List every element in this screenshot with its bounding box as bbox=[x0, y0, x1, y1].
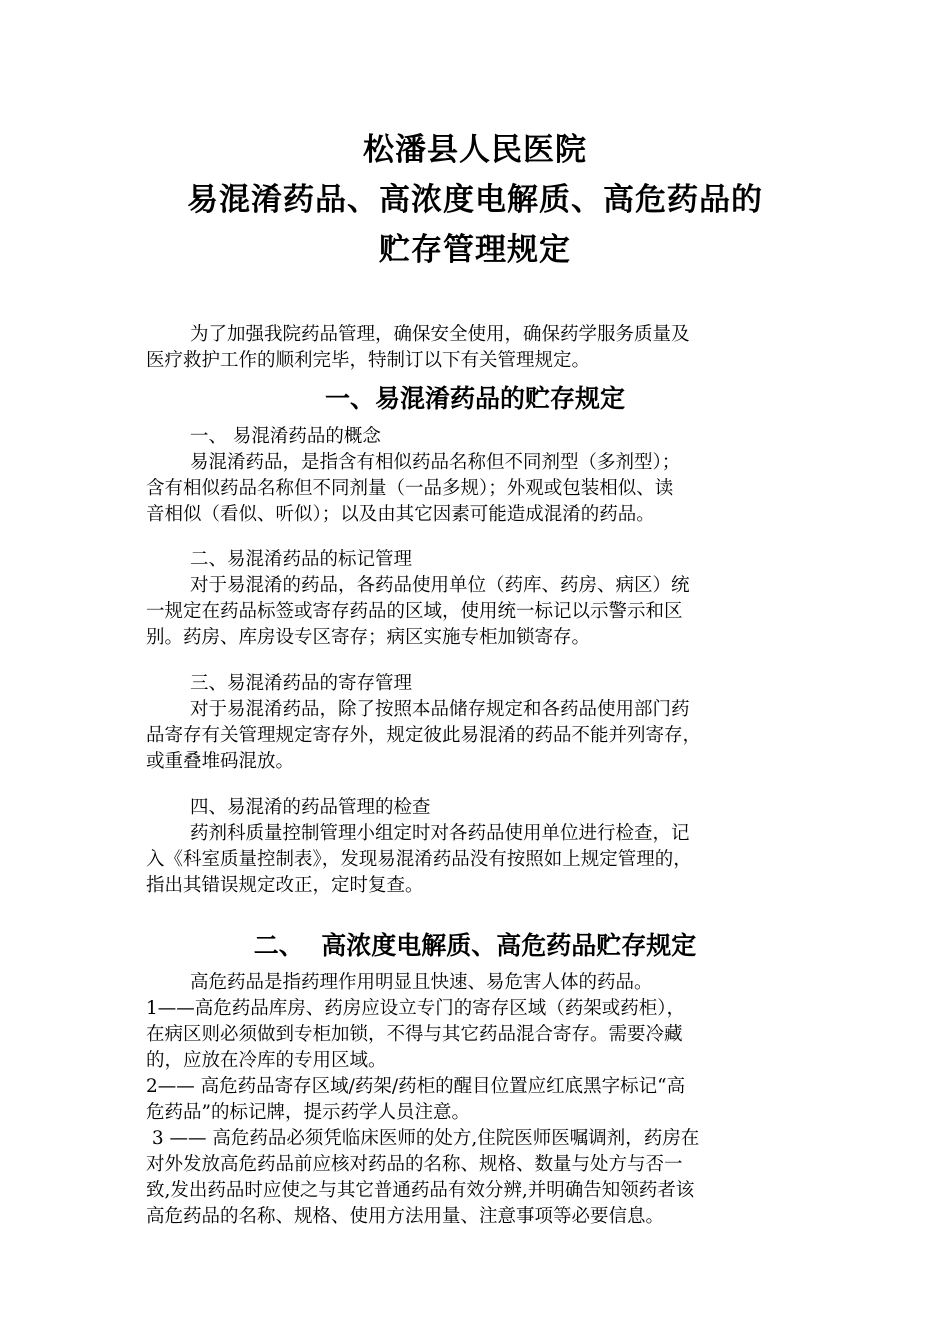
paragraph-line: 含有相似药品名称但不同剂量（一品多规）；外观或包装相似、读 bbox=[146, 478, 674, 499]
paragraph-line: 一规定在药品标签或寄存药品的区域，使用统一标记以示警示和区 bbox=[146, 601, 683, 622]
paragraph-line: 品寄存有关管理规定寄存外，规定彼此易混淆的药品不能并列寄存， bbox=[146, 725, 702, 746]
paragraph-line: 对于易混淆的药品，各药品使用单位（药库、药房、病区）统 bbox=[190, 575, 690, 596]
section-heading-2: 二、 高浓度电解质、高危药品贮存规定 bbox=[253, 931, 697, 960]
list-item-line: 3 —— 高危药品必须凭临床医师的处方,住院医师医嘱调剂，药房在 bbox=[146, 1128, 700, 1149]
section-heading-1: 一、易混淆药品的贮存规定 bbox=[324, 384, 625, 413]
list-item-line: 在病区则必须做到专柜加锁，不得与其它药品混合寄存。需要冷藏 bbox=[146, 1024, 683, 1045]
paragraph-line: 指出其错误规定改正，定时复查。 bbox=[146, 875, 424, 896]
paragraph-line: 药剂科质量控制管理小组定时对各药品使用单位进行检查，记 bbox=[190, 823, 690, 844]
title-hospital: 松潘县人民医院 bbox=[363, 132, 587, 168]
paragraph-line: 入《科室质量控制表》，发现易混淆药品没有按照如上规定管理的， bbox=[146, 849, 692, 870]
list-item-line: 的，应放在冷库的专用区域。 bbox=[146, 1050, 387, 1071]
intro-line: 为了加强我院药品管理，确保安全使用，确保药学服务质量及 bbox=[190, 324, 690, 345]
paragraph-line: 音相似（看似、听似）；以及由其它因素可能造成混淆的药品。 bbox=[146, 504, 655, 525]
list-item-line: 2—— 高危药品寄存区域/药架/药柜的醒目位置应红底黑字标记“高 bbox=[146, 1076, 686, 1097]
title-main: 易混淆药品、高浓度电解质、高危药品的 bbox=[187, 182, 763, 218]
subsection-heading: 二、易混淆药品的标记管理 bbox=[190, 549, 413, 570]
list-item-line: 高危药品的名称、规格、使用方法用量、注意事项等必要信息。 bbox=[146, 1206, 665, 1227]
paragraph-line: 对于易混淆药品，除了按照本品储存规定和各药品使用部门药 bbox=[190, 699, 690, 720]
subsection-heading: 一、 易混淆药品的概念 bbox=[190, 426, 381, 447]
paragraph-line: 高危药品是指药理作用明显且快速、易危害人体的药品。 bbox=[190, 972, 653, 993]
paragraph-line: 易混淆药品，是指含有相似药品名称但不同剂型（多剂型）； bbox=[190, 452, 681, 473]
subsection-heading: 三、易混淆药品的寄存管理 bbox=[190, 673, 413, 694]
list-item-line: 致,发出药品时应使之与其它普通药品有效分辨,并明确告知领药者该 bbox=[146, 1180, 695, 1201]
list-item-line: 危药品”的标记牌，提示药学人员注意。 bbox=[146, 1102, 470, 1123]
subsection-heading: 四、易混淆的药品管理的检查 bbox=[190, 797, 431, 818]
paragraph-line: 或重叠堆码混放。 bbox=[146, 751, 295, 772]
list-item-line: 对外发放高危药品前应核对药品的名称、规格、数量与处方与否一 bbox=[146, 1154, 683, 1175]
paragraph-line: 别。药房、库房设专区寄存；病区实施专柜加锁寄存。 bbox=[146, 627, 591, 648]
intro-line: 医疗救护工作的顺利完毕，特制订以下有关管理规定。 bbox=[146, 350, 591, 371]
title-subtitle: 贮存管理规定 bbox=[379, 232, 571, 268]
list-item-line: 1——高危药品库房、药房应设立专门的寄存区域（药架或药柜）， bbox=[146, 998, 686, 1019]
